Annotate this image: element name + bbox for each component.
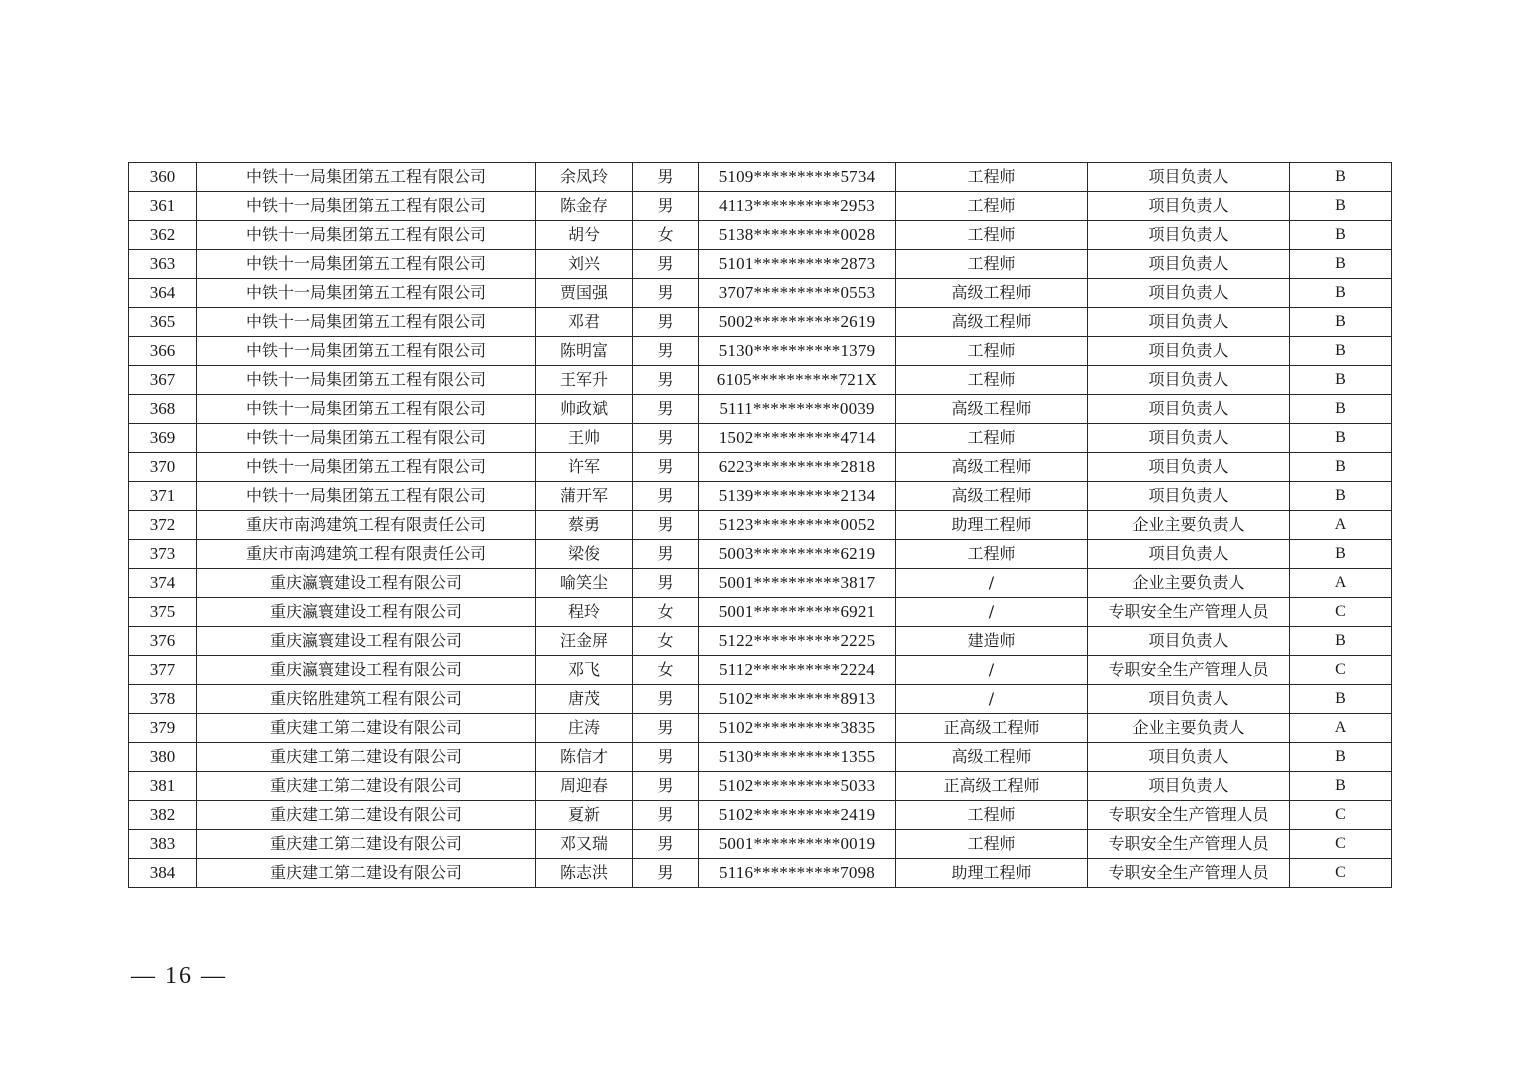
category-cell: B xyxy=(1290,482,1392,511)
id-number-cell: 5001**********6921 xyxy=(699,598,896,627)
position-cell: 专职安全生产管理人员 xyxy=(1088,598,1290,627)
position-cell: 项目负责人 xyxy=(1088,627,1290,656)
name-cell: 蒲开军 xyxy=(536,482,633,511)
table-row xyxy=(129,627,1392,656)
title-cell: / xyxy=(896,569,1088,598)
position-cell: 项目负责人 xyxy=(1088,453,1290,482)
name-cell: 蔡勇 xyxy=(536,511,633,540)
position-cell: 项目负责人 xyxy=(1088,482,1290,511)
name-cell: 帅政斌 xyxy=(536,395,633,424)
id-number-cell: 5101**********2873 xyxy=(699,250,896,279)
position-cell: 专职安全生产管理人员 xyxy=(1088,801,1290,830)
position-cell: 项目负责人 xyxy=(1088,540,1290,569)
gender-cell: 男 xyxy=(633,859,699,888)
title-cell: 助理工程师 xyxy=(896,511,1088,540)
row-number-cell: 362 xyxy=(129,221,197,250)
name-cell: 胡兮 xyxy=(536,221,633,250)
company-cell: 中铁十一局集团第五工程有限公司 xyxy=(197,366,536,395)
company-cell: 重庆铭胜建筑工程有限公司 xyxy=(197,685,536,714)
table-row xyxy=(129,250,1392,279)
company-cell: 重庆建工第二建设有限公司 xyxy=(197,714,536,743)
gender-cell: 女 xyxy=(633,598,699,627)
row-number-cell: 380 xyxy=(129,743,197,772)
id-number-cell: 5139**********2134 xyxy=(699,482,896,511)
company-cell: 重庆瀛寰建设工程有限公司 xyxy=(197,627,536,656)
row-number-cell: 371 xyxy=(129,482,197,511)
name-cell: 邓君 xyxy=(536,308,633,337)
company-cell: 重庆市南鸿建筑工程有限责任公司 xyxy=(197,511,536,540)
id-number-cell: 6223**********2818 xyxy=(699,453,896,482)
category-cell: B xyxy=(1290,453,1392,482)
table-row xyxy=(129,308,1392,337)
position-cell: 项目负责人 xyxy=(1088,163,1290,192)
row-number-cell: 375 xyxy=(129,598,197,627)
row-number-cell: 364 xyxy=(129,279,197,308)
name-cell: 陈信才 xyxy=(536,743,633,772)
title-cell: 高级工程师 xyxy=(896,743,1088,772)
category-cell: A xyxy=(1290,714,1392,743)
table-row xyxy=(129,772,1392,801)
title-cell: 助理工程师 xyxy=(896,859,1088,888)
id-number-cell: 5122**********2225 xyxy=(699,627,896,656)
gender-cell: 男 xyxy=(633,395,699,424)
name-cell: 唐茂 xyxy=(536,685,633,714)
position-cell: 专职安全生产管理人员 xyxy=(1088,656,1290,685)
name-cell: 汪金屏 xyxy=(536,627,633,656)
company-cell: 重庆建工第二建设有限公司 xyxy=(197,801,536,830)
table-row xyxy=(129,221,1392,250)
position-cell: 项目负责人 xyxy=(1088,250,1290,279)
row-number-cell: 381 xyxy=(129,772,197,801)
position-cell: 项目负责人 xyxy=(1088,395,1290,424)
title-cell: / xyxy=(896,656,1088,685)
category-cell: C xyxy=(1290,598,1392,627)
name-cell: 庄涛 xyxy=(536,714,633,743)
id-number-cell: 6105**********721X xyxy=(699,366,896,395)
name-cell: 刘兴 xyxy=(536,250,633,279)
title-cell: 工程师 xyxy=(896,830,1088,859)
company-cell: 重庆建工第二建设有限公司 xyxy=(197,830,536,859)
position-cell: 项目负责人 xyxy=(1088,424,1290,453)
category-cell: B xyxy=(1290,250,1392,279)
gender-cell: 男 xyxy=(633,540,699,569)
row-number-cell: 361 xyxy=(129,192,197,221)
gender-cell: 男 xyxy=(633,192,699,221)
company-cell: 中铁十一局集团第五工程有限公司 xyxy=(197,250,536,279)
table-row xyxy=(129,598,1392,627)
table-row xyxy=(129,859,1392,888)
category-cell: B xyxy=(1290,221,1392,250)
table-row xyxy=(129,714,1392,743)
id-number-cell: 5123**********0052 xyxy=(699,511,896,540)
company-cell: 重庆瀛寰建设工程有限公司 xyxy=(197,569,536,598)
title-cell: 高级工程师 xyxy=(896,308,1088,337)
title-cell: 工程师 xyxy=(896,366,1088,395)
position-cell: 项目负责人 xyxy=(1088,308,1290,337)
company-cell: 重庆建工第二建设有限公司 xyxy=(197,743,536,772)
id-number-cell: 5102**********2419 xyxy=(699,801,896,830)
position-cell: 项目负责人 xyxy=(1088,337,1290,366)
company-cell: 中铁十一局集团第五工程有限公司 xyxy=(197,482,536,511)
id-number-cell: 5111**********0039 xyxy=(699,395,896,424)
title-cell: 工程师 xyxy=(896,540,1088,569)
table-row xyxy=(129,453,1392,482)
gender-cell: 男 xyxy=(633,801,699,830)
id-number-cell: 5003**********6219 xyxy=(699,540,896,569)
name-cell: 程玲 xyxy=(536,598,633,627)
id-number-cell: 5112**********2224 xyxy=(699,656,896,685)
gender-cell: 男 xyxy=(633,163,699,192)
gender-cell: 男 xyxy=(633,482,699,511)
name-cell: 梁俊 xyxy=(536,540,633,569)
row-number-cell: 378 xyxy=(129,685,197,714)
row-number-cell: 370 xyxy=(129,453,197,482)
name-cell: 夏新 xyxy=(536,801,633,830)
company-cell: 重庆瀛寰建设工程有限公司 xyxy=(197,598,536,627)
personnel-table-container xyxy=(128,162,1391,888)
table-row xyxy=(129,685,1392,714)
title-cell: 正高级工程师 xyxy=(896,772,1088,801)
gender-cell: 男 xyxy=(633,772,699,801)
row-number-cell: 384 xyxy=(129,859,197,888)
title-cell: 工程师 xyxy=(896,337,1088,366)
name-cell: 喻笑尘 xyxy=(536,569,633,598)
gender-cell: 男 xyxy=(633,250,699,279)
title-cell: 工程师 xyxy=(896,801,1088,830)
position-cell: 项目负责人 xyxy=(1088,685,1290,714)
id-number-cell: 3707**********0553 xyxy=(699,279,896,308)
table-row xyxy=(129,337,1392,366)
position-cell: 专职安全生产管理人员 xyxy=(1088,859,1290,888)
gender-cell: 男 xyxy=(633,830,699,859)
company-cell: 中铁十一局集团第五工程有限公司 xyxy=(197,308,536,337)
gender-cell: 女 xyxy=(633,221,699,250)
gender-cell: 女 xyxy=(633,627,699,656)
position-cell: 企业主要负责人 xyxy=(1088,569,1290,598)
category-cell: B xyxy=(1290,395,1392,424)
category-cell: B xyxy=(1290,279,1392,308)
title-cell: 工程师 xyxy=(896,424,1088,453)
position-cell: 企业主要负责人 xyxy=(1088,511,1290,540)
category-cell: A xyxy=(1290,569,1392,598)
id-number-cell: 5002**********2619 xyxy=(699,308,896,337)
table-row xyxy=(129,511,1392,540)
id-number-cell: 4113**********2953 xyxy=(699,192,896,221)
company-cell: 中铁十一局集团第五工程有限公司 xyxy=(197,163,536,192)
category-cell: B xyxy=(1290,192,1392,221)
company-cell: 中铁十一局集团第五工程有限公司 xyxy=(197,279,536,308)
gender-cell: 男 xyxy=(633,511,699,540)
row-number-cell: 365 xyxy=(129,308,197,337)
id-number-cell: 5130**********1379 xyxy=(699,337,896,366)
id-number-cell: 5138**********0028 xyxy=(699,221,896,250)
title-cell: 高级工程师 xyxy=(896,453,1088,482)
row-number-cell: 372 xyxy=(129,511,197,540)
table-row xyxy=(129,540,1392,569)
row-number-cell: 373 xyxy=(129,540,197,569)
title-cell: 正高级工程师 xyxy=(896,714,1088,743)
table-row xyxy=(129,366,1392,395)
id-number-cell: 5102**********5033 xyxy=(699,772,896,801)
id-number-cell: 5102**********3835 xyxy=(699,714,896,743)
company-cell: 中铁十一局集团第五工程有限公司 xyxy=(197,395,536,424)
table-row xyxy=(129,656,1392,685)
company-cell: 中铁十一局集团第五工程有限公司 xyxy=(197,424,536,453)
row-number-cell: 376 xyxy=(129,627,197,656)
name-cell: 陈志洪 xyxy=(536,859,633,888)
position-cell: 企业主要负责人 xyxy=(1088,714,1290,743)
position-cell: 项目负责人 xyxy=(1088,743,1290,772)
row-number-cell: 368 xyxy=(129,395,197,424)
title-cell: 高级工程师 xyxy=(896,482,1088,511)
id-number-cell: 5102**********8913 xyxy=(699,685,896,714)
id-number-cell: 5001**********3817 xyxy=(699,569,896,598)
category-cell: B xyxy=(1290,627,1392,656)
gender-cell: 男 xyxy=(633,714,699,743)
company-cell: 中铁十一局集团第五工程有限公司 xyxy=(197,192,536,221)
gender-cell: 男 xyxy=(633,685,699,714)
row-number-cell: 367 xyxy=(129,366,197,395)
row-number-cell: 374 xyxy=(129,569,197,598)
position-cell: 项目负责人 xyxy=(1088,772,1290,801)
row-number-cell: 363 xyxy=(129,250,197,279)
position-cell: 项目负责人 xyxy=(1088,221,1290,250)
row-number-cell: 360 xyxy=(129,163,197,192)
category-cell: B xyxy=(1290,685,1392,714)
name-cell: 陈金存 xyxy=(536,192,633,221)
row-number-cell: 383 xyxy=(129,830,197,859)
gender-cell: 男 xyxy=(633,279,699,308)
table-row xyxy=(129,801,1392,830)
table-body xyxy=(129,163,1392,888)
name-cell: 陈明富 xyxy=(536,337,633,366)
table-row xyxy=(129,424,1392,453)
category-cell: C xyxy=(1290,656,1392,685)
category-cell: C xyxy=(1290,801,1392,830)
name-cell: 王军升 xyxy=(536,366,633,395)
personnel-table xyxy=(128,162,1392,888)
gender-cell: 男 xyxy=(633,569,699,598)
gender-cell: 女 xyxy=(633,656,699,685)
table-row xyxy=(129,830,1392,859)
table-row xyxy=(129,482,1392,511)
company-cell: 中铁十一局集团第五工程有限公司 xyxy=(197,337,536,366)
table-row xyxy=(129,743,1392,772)
title-cell: 工程师 xyxy=(896,163,1088,192)
page-number: — 16 — xyxy=(131,963,227,989)
category-cell: C xyxy=(1290,859,1392,888)
gender-cell: 男 xyxy=(633,366,699,395)
category-cell: B xyxy=(1290,424,1392,453)
category-cell: B xyxy=(1290,366,1392,395)
company-cell: 重庆建工第二建设有限公司 xyxy=(197,772,536,801)
row-number-cell: 369 xyxy=(129,424,197,453)
category-cell: B xyxy=(1290,772,1392,801)
name-cell: 余凤玲 xyxy=(536,163,633,192)
id-number-cell: 5001**********0019 xyxy=(699,830,896,859)
position-cell: 项目负责人 xyxy=(1088,366,1290,395)
table-row xyxy=(129,569,1392,598)
category-cell: A xyxy=(1290,511,1392,540)
category-cell: B xyxy=(1290,308,1392,337)
title-cell: 高级工程师 xyxy=(896,395,1088,424)
name-cell: 周迎春 xyxy=(536,772,633,801)
name-cell: 贾国强 xyxy=(536,279,633,308)
name-cell: 王帅 xyxy=(536,424,633,453)
title-cell: / xyxy=(896,685,1088,714)
gender-cell: 男 xyxy=(633,337,699,366)
category-cell: B xyxy=(1290,540,1392,569)
category-cell: B xyxy=(1290,337,1392,366)
company-cell: 中铁十一局集团第五工程有限公司 xyxy=(197,453,536,482)
name-cell: 邓飞 xyxy=(536,656,633,685)
id-number-cell: 5109**********5734 xyxy=(699,163,896,192)
name-cell: 许军 xyxy=(536,453,633,482)
row-number-cell: 382 xyxy=(129,801,197,830)
category-cell: C xyxy=(1290,830,1392,859)
name-cell: 邓又瑞 xyxy=(536,830,633,859)
company-cell: 重庆市南鸿建筑工程有限责任公司 xyxy=(197,540,536,569)
company-cell: 重庆瀛寰建设工程有限公司 xyxy=(197,656,536,685)
position-cell: 专职安全生产管理人员 xyxy=(1088,830,1290,859)
id-number-cell: 5116**********7098 xyxy=(699,859,896,888)
title-cell: 高级工程师 xyxy=(896,279,1088,308)
gender-cell: 男 xyxy=(633,308,699,337)
table-row xyxy=(129,192,1392,221)
gender-cell: 男 xyxy=(633,743,699,772)
title-cell: 工程师 xyxy=(896,192,1088,221)
row-number-cell: 377 xyxy=(129,656,197,685)
gender-cell: 男 xyxy=(633,424,699,453)
row-number-cell: 379 xyxy=(129,714,197,743)
title-cell: 工程师 xyxy=(896,221,1088,250)
title-cell: / xyxy=(896,598,1088,627)
table-row xyxy=(129,279,1392,308)
position-cell: 项目负责人 xyxy=(1088,279,1290,308)
table-row xyxy=(129,395,1392,424)
company-cell: 中铁十一局集团第五工程有限公司 xyxy=(197,221,536,250)
row-number-cell: 366 xyxy=(129,337,197,366)
table-row xyxy=(129,163,1392,192)
id-number-cell: 5130**********1355 xyxy=(699,743,896,772)
category-cell: B xyxy=(1290,163,1392,192)
gender-cell: 男 xyxy=(633,453,699,482)
category-cell: B xyxy=(1290,743,1392,772)
id-number-cell: 1502**********4714 xyxy=(699,424,896,453)
title-cell: 工程师 xyxy=(896,250,1088,279)
title-cell: 建造师 xyxy=(896,627,1088,656)
company-cell: 重庆建工第二建设有限公司 xyxy=(197,859,536,888)
position-cell: 项目负责人 xyxy=(1088,192,1290,221)
